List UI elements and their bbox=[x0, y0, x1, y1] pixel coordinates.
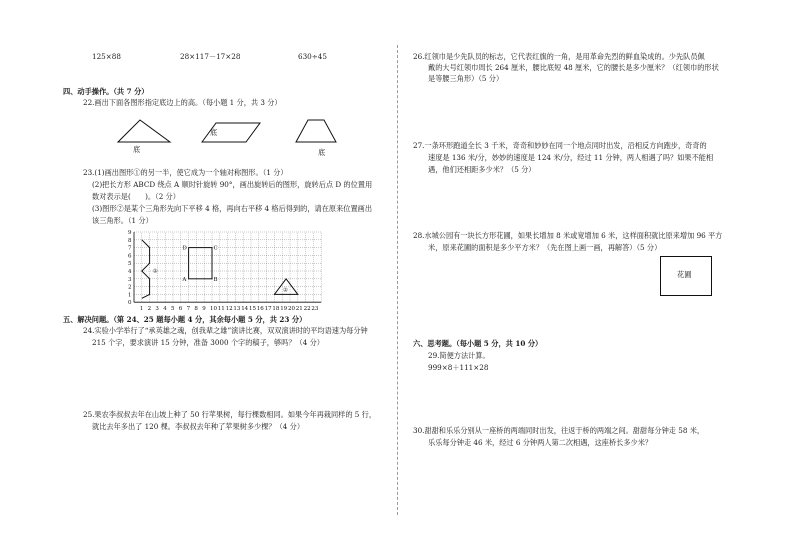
y-tick-label: 3 bbox=[128, 276, 132, 283]
x-tick-label: 10 bbox=[210, 306, 217, 313]
q23-grid bbox=[120, 230, 330, 313]
q30-line2: 乐乐每分钟走 46 米，经过 6 分钟两人第二次相遇，这座桥长多少米？ bbox=[428, 438, 653, 447]
q24-line2: 215 个字，要求演讲 15 分钟，准备 3000 个字的稿子，够吗？（4 分） bbox=[92, 338, 324, 347]
x-tick-label: 11 bbox=[217, 306, 225, 313]
q29-line2: 999×8＋111×28 bbox=[428, 363, 489, 372]
q29-line1: 29.简便方法计算。 bbox=[428, 351, 490, 360]
x-tick-label: 8 bbox=[194, 306, 198, 313]
q22-triangle bbox=[118, 120, 170, 142]
x-tick-label: 17 bbox=[264, 306, 272, 313]
y-tick-label: 7 bbox=[128, 245, 132, 252]
y-tick-label: 6 bbox=[128, 253, 132, 260]
x-tick-label: 12 bbox=[225, 306, 233, 313]
x-tick-label: 2 bbox=[147, 306, 152, 313]
q25-line2: 就比去年多出了 120 棵。李叔叔去年种了苹果树多少棵？（4 分） bbox=[92, 422, 305, 431]
q25-line1: 25.果农李叔叔去年在山坡上种了 50 行苹果树，每行棵数相同。如果今年再栽同样的 5 行， bbox=[83, 410, 377, 419]
q22-trapezoid bbox=[296, 120, 336, 142]
x-tick-label: 3 bbox=[155, 306, 159, 313]
q27-line2: 速度是 136 米/分，妙妙的速度是 124 米/分，经过 11 分钟，两人相遇了吗？如果不能相 bbox=[428, 153, 714, 162]
q28-line2: 米，原来花圃的面积是多少平方米？（先在图上画一画，再解答）（5 分） bbox=[428, 243, 662, 252]
calc-item-2: 28×117－17×28 bbox=[180, 52, 241, 61]
q26-line2: 戴的大号红领巾周长 264 厘米，腰比底短 48 厘米，它的腰长是多少厘米？（红领巾的形状 bbox=[428, 63, 719, 72]
q28-flowerbed-box bbox=[660, 256, 712, 296]
y-tick-label: 0 bbox=[128, 300, 132, 307]
q22-text: 22.画出下面各图形指定底边上的高。（每小题 1 分，共 3 分） bbox=[83, 98, 282, 107]
x-tick-label: 15 bbox=[249, 306, 256, 313]
y-tick-label: 5 bbox=[128, 261, 132, 268]
q23-part2-b: 数对表示是( )。（2 分） bbox=[92, 192, 180, 201]
q26-line3: 是等腰三角形）（5 分） bbox=[428, 74, 504, 83]
q28-flowerbed-label: 花圃 bbox=[677, 270, 692, 279]
section-6-title: 六、思考题。（每小题 5 分，共 10 分） bbox=[413, 339, 543, 348]
q22-base-label-2: 底 bbox=[210, 128, 218, 137]
x-tick-label: 9 bbox=[202, 306, 206, 313]
x-tick-label: 4 bbox=[163, 306, 167, 313]
y-tick-label: 2 bbox=[128, 284, 132, 291]
x-tick-label: 21 bbox=[295, 306, 303, 313]
q22-base-label-3: 底 bbox=[318, 148, 326, 157]
q26-line1: 26.红领巾是少先队员的标志，它代表红旗的一角，是用革命先烈的鲜血染成的。少先队员佩 bbox=[413, 52, 705, 61]
calc-item-3: 630÷45 bbox=[298, 52, 327, 61]
y-tick-label: 4 bbox=[128, 269, 132, 275]
x-tick-label: 6 bbox=[178, 306, 183, 313]
q23-part1: 23.(1)画出图形①的另一半，使它成为一个轴对称图形。（1 分） bbox=[83, 168, 288, 177]
x-tick-label: 22 bbox=[303, 306, 311, 313]
x-tick-label: 20 bbox=[288, 306, 295, 313]
figure-1-label: ① bbox=[152, 268, 158, 275]
x-tick-label: 7 bbox=[186, 306, 191, 313]
y-tick-label: 9 bbox=[128, 230, 132, 236]
section-4-title: 四、动手操作。（共 7 分） bbox=[63, 87, 149, 96]
point-d-label: D bbox=[182, 245, 187, 252]
q24-line1: 24.实验小学举行了“承英雄之魂，创我辈之雄”演讲比赛，双双演讲时的平均语速为每分钟 bbox=[83, 326, 368, 335]
q22-figures bbox=[110, 118, 350, 158]
q23-part3-a: (3)图形②是某个三角形先向下平移 4 格，再向右平移 4 格后得到的，请在原来位置画出 bbox=[92, 204, 373, 213]
q23-part3-b: 该三角形。（1 分） bbox=[92, 216, 153, 225]
x-tick-label: 5 bbox=[171, 306, 175, 313]
point-c-label: C bbox=[213, 245, 218, 252]
x-tick-label: 14 bbox=[241, 306, 249, 313]
x-tick-label: 1 bbox=[139, 306, 144, 313]
q28-line1: 28.水城公园有一块长方形花圃，如果长增加 8 米或宽增加 6 米，这样面积就比原来增加 96 平方 bbox=[413, 231, 723, 240]
y-tick-label: 1 bbox=[128, 292, 132, 299]
point-a-label: A bbox=[182, 276, 187, 283]
q27-line1: 27.一条环形跑道全长 3 千米，奇奇和妙妙在同一个地点同时出发，沿相反方向跑步，奇奇的 bbox=[413, 141, 707, 150]
q30-line1: 30.甜甜和乐乐分别从一座桥的两端同时出发，往返于桥的两端之间。甜甜每分钟走 58 米， bbox=[413, 426, 705, 435]
q23-part2-a: (2)把长方形 ABCD 绕点 A 顺时针旋转 90°，画出旋转后的图形，旋转后点 D 的位置用 bbox=[92, 180, 373, 189]
q27-line3: 遇，他们还相距多少米？（5 分） bbox=[428, 165, 536, 174]
x-tick-label: 13 bbox=[233, 306, 241, 313]
y-tick-label: 8 bbox=[128, 237, 132, 244]
figure-1-half-shape bbox=[142, 240, 150, 298]
point-b-label: B bbox=[213, 276, 218, 283]
x-tick-label: 16 bbox=[256, 306, 264, 313]
x-tick-label: 23 bbox=[311, 306, 319, 313]
figure-2-label: ② bbox=[282, 287, 288, 294]
x-tick-label: 18 bbox=[272, 306, 280, 313]
page-divider bbox=[397, 45, 398, 515]
q22-base-label-1: 底 bbox=[133, 145, 141, 154]
x-tick-label: 19 bbox=[280, 306, 288, 313]
section-5-title: 五、解决问题。（第 24、25 题每小题 4 分，其余每小题 5 分，共 23 分） bbox=[63, 315, 307, 324]
calc-item-1: 125×88 bbox=[92, 52, 121, 61]
